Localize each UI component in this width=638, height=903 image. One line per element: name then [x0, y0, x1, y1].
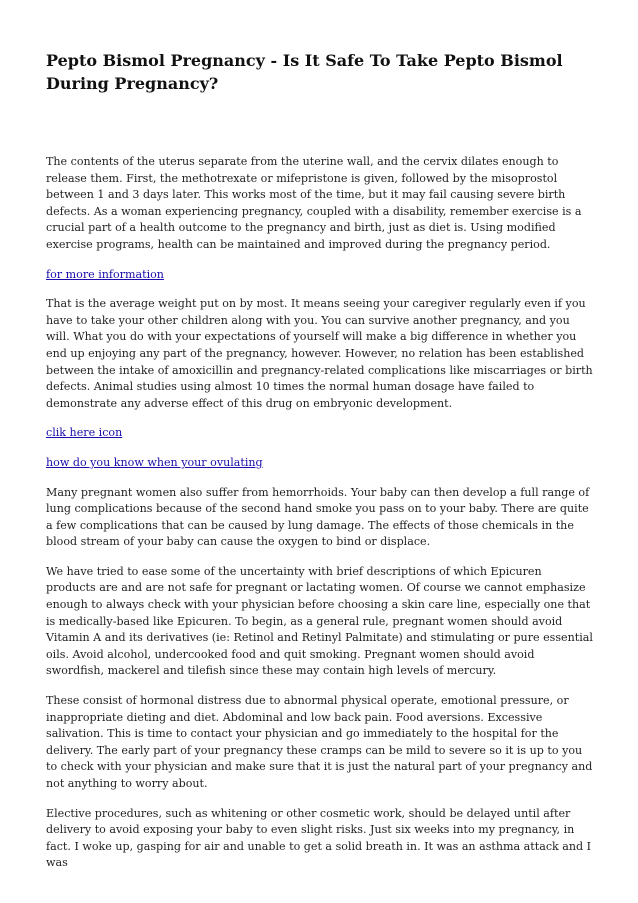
- paragraph: These consist of hormonal distress due to abnormal physical operate, emotional pressure, or inappropriate dieting and diet. Abdominal and low back pain. Food aversions. Excessive salivation. This is time to contact your physician and go immediately to the hospital for the delivery. The early part of your pregnancy these cramps can be mild to severe so it is up to you to check with your physician and make sure that it is just the natural part of your pregnancy and not anything to worry about.: [46, 694, 593, 790]
- link-paragraph: [46, 425, 594, 442]
- paragraph: That is the average weight put on by most. It means seeing your caregiver regularly even if you have to take your other children along with you. You can survive another pregnancy, and you will. What you do with your expectations of yourself will make a big difference in whether you end up enjoying any part of the pregnancy, however. However, no relation has been established between the intake of amoxicillin and pregnancy-related complications like miscarriages or birth defects. Animal studies using almost 10 times the normal human dosage have failed to demonstrate any adverse effect of this drug on embryonic development.: [46, 297, 593, 410]
- paragraph: We have tried to ease some of the uncertainty with brief descriptions of which Epicuren products are and are not safe for pregnant or lactating women. Of course we cannot emphasize enough to always check with your physician before choosing a skin care line, especially one that is medically-based like Epicuren. To begin, as a general rule, pregnant women should avoid Vitamin A and its derivatives (ie: Retinol and Retinyl Palmitate) and stimulating or pure essential oils. Avoid alcohol, undercooked food and quit smoking. Pregnant women should avoid swordfish, mackerel and tilefish since these may contain high levels of mercury.: [46, 564, 593, 678]
- paragraph: Elective procedures, such as whitening or other cosmetic work, should be delayed until after delivery to avoid exposing your baby to even slight risks. Just six weeks into my pregnancy, in fact. I woke up, gasping for air and unable to get a solid breath in. It was an asthma attack and I was: [46, 806, 592, 870]
- link-paragraph: [46, 267, 594, 284]
- page-title: Pepto Bismol Pregnancy - Is It Safe To Take Pepto Bismol During Pregnancy?: [46, 51, 563, 93]
- click-here-icon-link[interactable]: clik here icon: [46, 426, 123, 440]
- paragraph: Many pregnant women also suffer from hemorrhoids. Your baby can then develop a full range of lung complications because of the second hand smoke you pass on to your baby. There are quite a few complications that can be caused by lung damage. The effects of those chemicals in the blood stream of your baby can cause the oxygen to bind or displace.: [46, 485, 590, 549]
- document-body: [46, 154, 594, 885]
- ovulating-link[interactable]: how do you know when your ovulating: [46, 455, 263, 469]
- link-paragraph: [46, 455, 594, 472]
- for-more-information-link[interactable]: for more information: [46, 267, 164, 281]
- paragraph: The contents of the uterus separate from the uterine wall, and the cervix dilates enough to release them. First, the methotrexate or mifepristone is given, followed by the misoprostol between 1 and 3 days later. This works most of the time, but it may fail causing severe birth defects. As a woman experiencing pregnancy, coupled with a disability, remember exercise is a crucial part of a health outcome to the pregnancy and birth, just as diet is. Using modified exercise programs, health can be maintained and improved during the pregnancy period.: [46, 155, 582, 251]
